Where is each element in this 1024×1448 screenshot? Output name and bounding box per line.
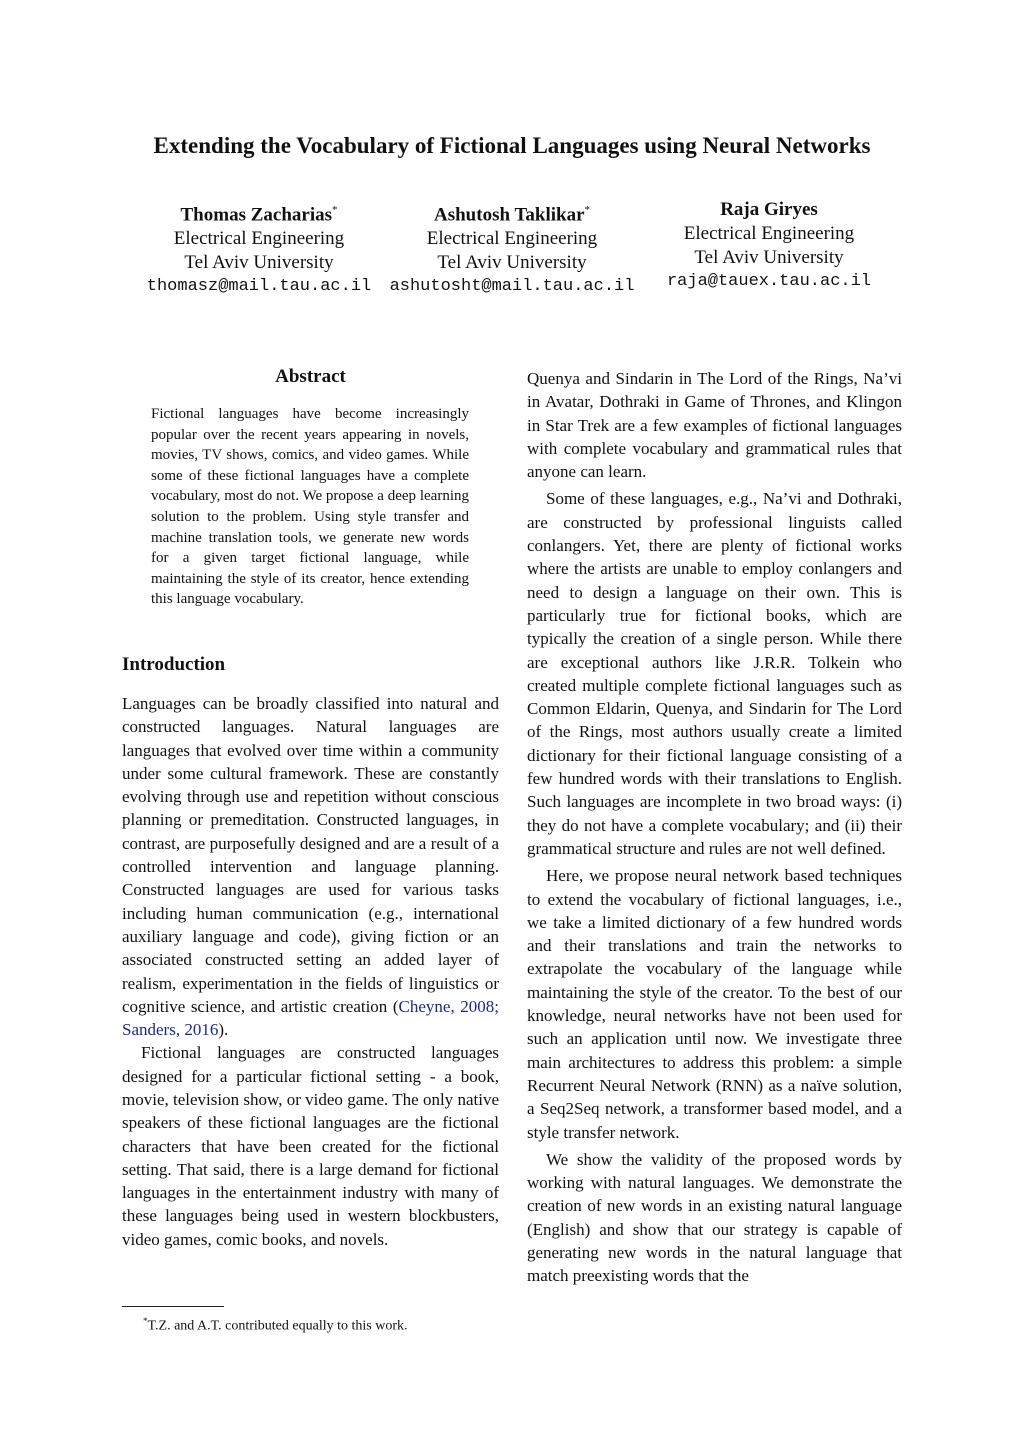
footnote-mark: * [143, 1316, 148, 1326]
author-university: Tel Aviv University [184, 252, 334, 274]
intro-paragraph-1: Languages can be broadly classified into natural and constructed languages. Natural languages are languages that evolved over time within a community under some cultural framework. These are constantly evolving through use and repetition without conscious planning or premeditation. Constructed languages, in contrast, are purposefully designed and are a result of a controlled intervention and language planning. Constructed languages are used for various tasks including human communication (e.g., international auxiliary language and code), giving fiction or an associated constructed setting an added layer of realism, experimentation in the fields of linguistics or cognitive science, and artistic creation (Cheyne, 2008; Sanders, 2016). [122, 693, 499, 1040]
introduction-heading: Introduction [122, 653, 226, 675]
right-column [527, 367, 902, 1288]
abstract-text: Fictional languages have become increasingly popular over the recent years appearing in novels, movies, TV shows, comics, and video games. While some of these fictional languages have a complete vocabulary, most do not. We propose a deep learning solution to the problem. Using style transfer and machine translation tools, we generate new words for a given target fictional language, while maintaining the style of its creator, hence extending this language vocabulary. [151, 406, 469, 608]
equal-contribution-mark: * [584, 204, 590, 216]
author-email: thomasz@mail.tau.ac.il [146, 277, 372, 297]
author-university: Tel Aviv University [437, 252, 587, 274]
author-name: Ashutosh Taklikar* [434, 204, 590, 226]
author-block [135, 198, 383, 299]
equal-contribution-mark: * [332, 204, 338, 216]
author-university: Tel Aviv University [694, 247, 844, 268]
intro-paragraph-5: Here, we propose neural network based techniques to extend the vocabulary of fictional languages, i.e., we take a limited dictionary of a few hundred words and their translations and train the networks to extrapolate the vocabulary of the language while maintaining the style of the creator. To the best of our knowledge, neural networks have not been used for such an application until now. We investigate three main architectures to address this problem: a simple Recurrent Neural Network (RNN) as a naïve solution, a Seq2Seq network, a transformer based model, and a style transfer network. [527, 866, 902, 1142]
paper-title: Extending the Vocabulary of Fictional Languages using Neural Networks [153, 133, 871, 158]
citation-link[interactable]: Cheyne, 2008; Sanders, 2016 [122, 996, 499, 1040]
author-name: Thomas Zacharias* [180, 204, 338, 226]
intro-paragraph-6: We show the validity of the proposed words by working with natural languages. We demonstrate the creation of new words in an existing natural language (English) and show that our strategy is capable of generating new words in the natural language that match preexisting words that the [527, 1149, 902, 1286]
author-block [645, 198, 893, 294]
author-department: Electrical Engineering [173, 228, 345, 250]
author-email: raja@tauex.tau.ac.il [666, 272, 872, 291]
author-name: Raja Giryes [720, 199, 818, 220]
author-block [383, 198, 641, 299]
intro-paragraph-3: Quenya and Sindarin in The Lord of the Rings, Na’vi in Avatar, Dothraki in Game of Thrones, and Klingon in Star Trek are a few examples of fictional languages with complete vocabulary and grammatical rules that anyone can learn. [527, 369, 902, 482]
author-department: Electrical Engineering [426, 228, 598, 250]
footnote-divider [122, 1306, 224, 1307]
intro-paragraph-2: Fictional languages are constructed languages designed for a particular fictional setting - a book, movie, television show, or video game. The only native speakers of these fictional languages are the fictional characters that have been created for the fictional setting. That said, there is a large demand for fictional languages in the entertainment industry with many of these languages being used in western blockbusters, video games, comic books, and novels. [122, 1043, 499, 1249]
abstract-heading: Abstract [275, 366, 346, 387]
author-email: ashutosht@mail.tau.ac.il [389, 277, 635, 297]
intro-paragraph-4: Some of these languages, e.g., Na’vi and Dothraki, are constructed by professional linguists called conlangers. Yet, there are plenty of fictional works where the artists are unable to employ conlangers and need to design a language on their own. This is particularly true for fictional books, which are typically the creation of a single person. While there are exceptional authors like J.R.R. Tolkein who created multiple complete fictional languages such as Common Eldarin, Quenya, and Sindarin for The Lord of the Rings, most authors usually create a limited dictionary for their fictional language consisting of a few hundred words with their translations to English. Such languages are incomplete in two broad ways: (i) they do not have a complete vocabulary; and (ii) their grammatical structure and rules are not well defined. [527, 489, 902, 858]
author-department: Electrical Engineering [683, 223, 855, 244]
left-column [122, 364, 499, 1251]
footnote [143, 1312, 407, 1336]
footnote-text: T.Z. and A.T. contributed equally to this work. [147, 1318, 408, 1334]
